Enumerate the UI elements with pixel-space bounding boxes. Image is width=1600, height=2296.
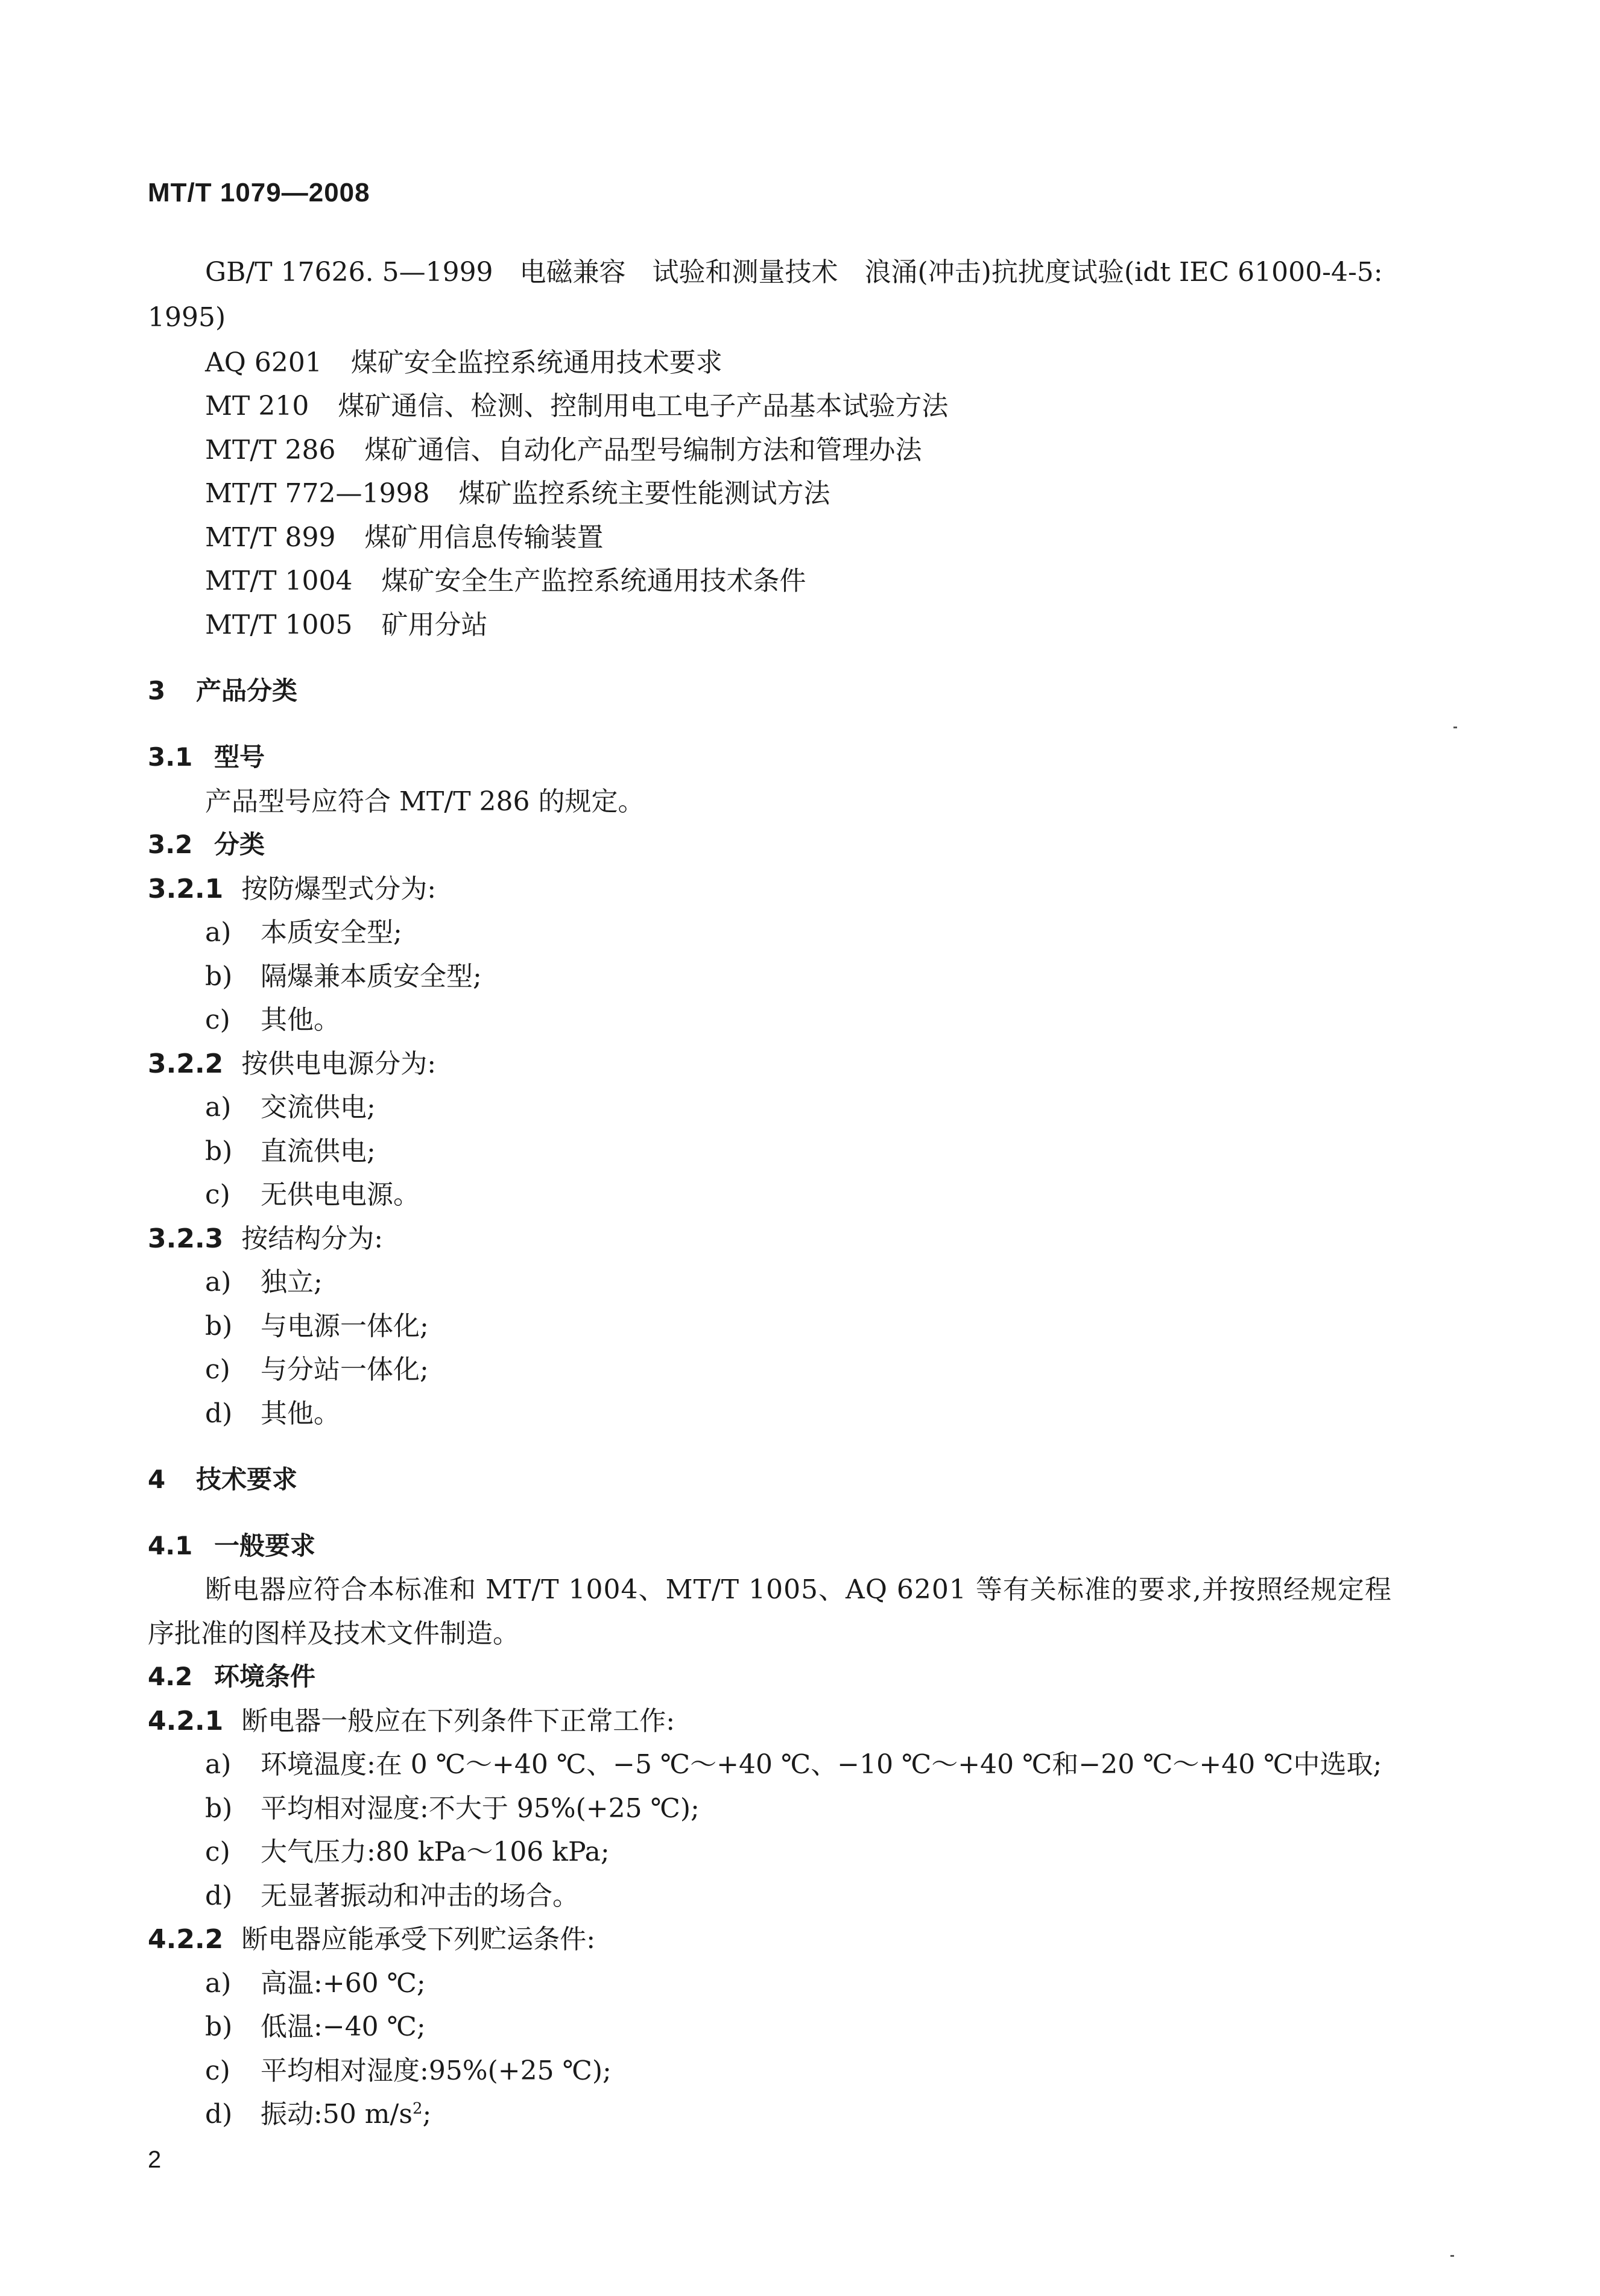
list-item — [205, 1749, 1382, 1780]
scan-speck — [1450, 2255, 1454, 2257]
clause-heading — [148, 1708, 675, 1735]
subsection-number: 3.2 — [148, 830, 193, 859]
list-text: 本质安全型; — [261, 917, 402, 948]
list-text: 与分站一体化; — [261, 1354, 429, 1385]
reference-code: MT 210 — [205, 391, 309, 421]
reference-code: MT/T 1005 — [205, 610, 353, 640]
paragraph: 断电器应符合本标准和 MT/T 1004、MT/T 1005、AQ 6201 等有关标准的要求,并按照经规定程 — [205, 1574, 1392, 1605]
section-heading — [148, 1467, 297, 1492]
standard-code: MT/T 1079—2008 — [148, 178, 370, 207]
list-text: 大气压力:80 kPa～106 kPa; — [261, 1837, 610, 1867]
list-item — [205, 1398, 340, 1429]
clause-number: 3.2.2 — [148, 1049, 224, 1079]
subsection-number: 3.1 — [148, 742, 193, 772]
list-label: d) — [205, 1398, 233, 1429]
list-label: b) — [205, 1793, 233, 1824]
list-label: c) — [205, 1837, 230, 1867]
clause-number: 4.2.1 — [148, 1706, 224, 1736]
scan-speck — [1453, 727, 1457, 728]
reference-title: 煤矿安全生产监控系统通用技术条件 — [381, 566, 806, 596]
list-text: 高温:+60 ℃; — [261, 1968, 426, 1999]
list-label: a) — [205, 917, 232, 948]
reference-item — [205, 393, 948, 420]
reference-gb-17626-cont: 1995) — [148, 302, 226, 333]
subsection-title: 一般要求 — [214, 1531, 316, 1560]
list-text: 振动:50 m/s — [261, 2099, 413, 2130]
reference-item — [205, 347, 723, 378]
list-text: 平均相对湿度:95%(+25 ℃); — [261, 2055, 612, 2086]
subsection-heading — [148, 742, 265, 772]
section-heading — [148, 678, 297, 704]
list-item — [205, 1138, 376, 1165]
list-item — [205, 1793, 700, 1824]
reference-item — [205, 437, 922, 464]
clause-title: 按结构分为: — [241, 1223, 384, 1254]
list-label: c) — [205, 2055, 230, 2086]
list-text: 交流供电; — [261, 1092, 376, 1123]
list-text: 与电源一体化; — [261, 1311, 429, 1342]
clause-title: 断电器应能承受下列贮运条件: — [241, 1924, 596, 1955]
clause-heading — [148, 1926, 595, 1953]
list-item — [205, 1313, 429, 1340]
clause-title: 按供电电源分为: — [241, 1049, 437, 1079]
clause-number: 3.2.3 — [148, 1223, 224, 1254]
list-label: b) — [205, 1311, 233, 1342]
list-item — [205, 961, 482, 992]
list-tail: ; — [422, 2099, 432, 2130]
subsection-heading — [148, 1533, 315, 1559]
list-item — [205, 1269, 323, 1296]
section-title: 产品分类 — [196, 676, 298, 705]
reference-title: 煤矿监控系统主要性能测试方法 — [458, 478, 830, 509]
list-label: a) — [205, 1968, 232, 1999]
subsection-number: 4.1 — [148, 1531, 193, 1560]
list-label: d) — [205, 1881, 233, 1911]
subsection-title: 环境条件 — [214, 1662, 316, 1691]
reference-code: MT/T 1004 — [205, 566, 353, 596]
reference-item — [205, 522, 604, 553]
reference-code: MT/T 286 — [205, 435, 336, 465]
clause-heading — [148, 1223, 384, 1254]
reference-item — [205, 478, 830, 509]
list-item — [205, 1094, 376, 1121]
subsection-title: 分类 — [214, 830, 265, 859]
list-item — [205, 2101, 431, 2128]
list-label: c) — [205, 1179, 230, 1210]
reference-item — [205, 568, 806, 594]
reference-code: MT/T 899 — [205, 522, 336, 553]
list-label: c) — [205, 1004, 230, 1035]
subsection-number: 4.2 — [148, 1662, 193, 1691]
list-label: a) — [205, 1749, 232, 1780]
reference-gb-17626: GB/T 17626. 5—1999 电磁兼容 试验和测量技术 浪涌(冲击)抗扰度试验(idt IEC 61000-4-5: — [205, 257, 1383, 288]
list-item — [205, 1179, 420, 1210]
list-item — [205, 1883, 579, 1910]
section-number: 4 — [148, 1465, 166, 1494]
list-label: d) — [205, 2099, 233, 2130]
list-text: 其他。 — [261, 1004, 340, 1035]
list-item — [205, 1354, 429, 1385]
list-item — [205, 2055, 612, 2086]
reference-code: MT/T 772—1998 — [205, 478, 430, 509]
clause-title: 按防爆型式分为: — [241, 874, 437, 904]
paragraph-cont: 序批准的图样及技术文件制造。 — [148, 1618, 519, 1649]
reference-title: 煤矿通信、检测、控制用电工电子产品基本试验方法 — [338, 391, 949, 421]
reference-title: 煤矿用信息传输装置 — [364, 522, 604, 553]
list-text: 平均相对湿度:不大于 95%(+25 ℃); — [261, 1793, 700, 1824]
list-label: b) — [205, 2011, 233, 2042]
reference-code: AQ 6201 — [205, 347, 322, 378]
clause-number: 3.2.1 — [148, 874, 224, 904]
list-item — [205, 1970, 426, 1997]
list-text: 低温:−40 ℃; — [261, 2011, 426, 2042]
list-text: 无供电电源。 — [261, 1179, 420, 1210]
subsection-heading — [148, 1664, 315, 1689]
reference-title: 煤矿通信、自动化产品型号编制方法和管理办法 — [364, 435, 922, 465]
subsection-title: 型号 — [214, 742, 265, 772]
reference-title: 煤矿安全监控系统通用技术要求 — [350, 347, 723, 378]
clause-title: 断电器一般应在下列条件下正常工作: — [241, 1706, 675, 1736]
list-text: 隔爆兼本质安全型; — [261, 961, 482, 992]
superscript: 2 — [412, 2099, 423, 2118]
list-item — [205, 919, 402, 946]
clause-number: 4.2.2 — [148, 1924, 224, 1955]
section-title: 技术要求 — [196, 1465, 298, 1494]
list-text: 独立; — [261, 1267, 323, 1298]
list-item — [205, 1004, 340, 1035]
list-text: 无显著振动和冲击的场合。 — [261, 1881, 579, 1911]
list-item — [205, 1839, 610, 1866]
list-label: b) — [205, 1136, 233, 1167]
clause-heading — [148, 1051, 436, 1077]
list-label: a) — [205, 1267, 232, 1298]
list-text: 环境温度:在 0 ℃～+40 ℃、−5 ℃～+40 ℃、−10 ℃～+40 ℃和−20 ℃～+40 ℃中选取; — [261, 1749, 1382, 1780]
list-text: 其他。 — [261, 1398, 340, 1429]
list-label: c) — [205, 1354, 230, 1385]
list-item — [205, 2011, 426, 2042]
list-text: 直流供电; — [261, 1136, 376, 1167]
reference-item — [205, 612, 488, 639]
list-label: b) — [205, 961, 233, 992]
section-number: 3 — [148, 676, 166, 705]
clause-heading — [148, 876, 436, 903]
reference-title: 矿用分站 — [381, 610, 488, 640]
subsection-heading — [148, 832, 265, 857]
page-number: 2 — [148, 2146, 162, 2173]
paragraph: 产品型号应符合 MT/T 286 的规定。 — [205, 786, 645, 817]
list-label: a) — [205, 1092, 232, 1123]
